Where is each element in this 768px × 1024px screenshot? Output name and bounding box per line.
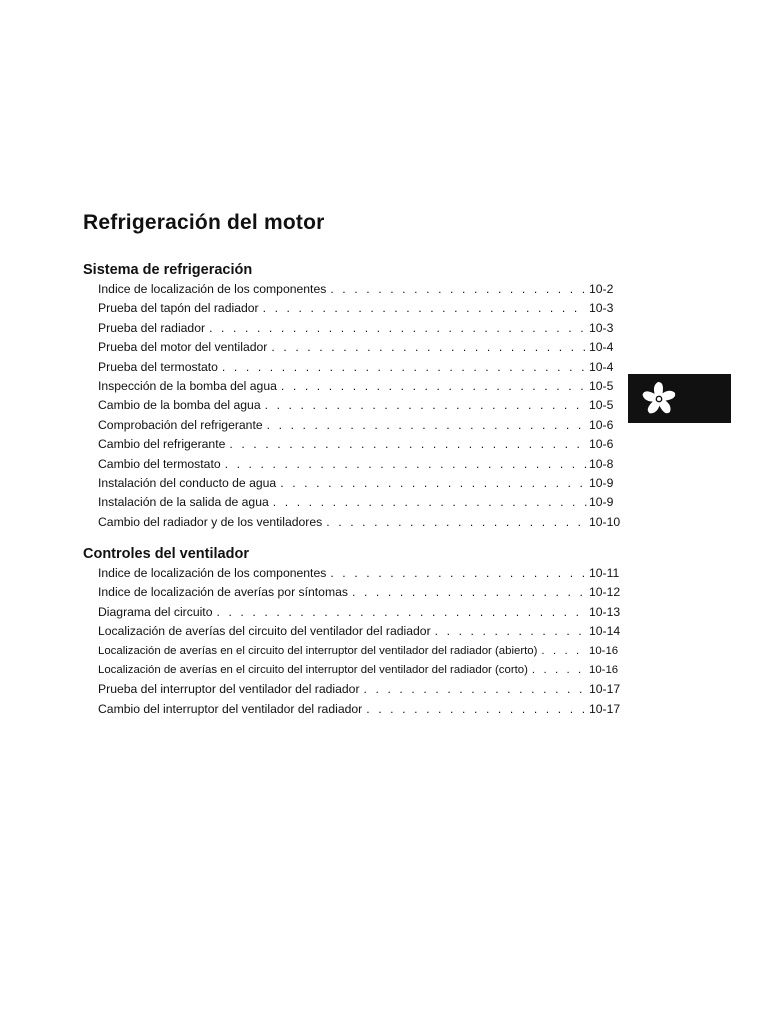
- toc-entry-label: Prueba del interruptor del ventilador del radiador: [98, 682, 360, 697]
- section-fan-controls: [83, 545, 623, 719]
- toc-entry-label: Prueba del termostato: [98, 359, 218, 374]
- dot-leader: [364, 680, 587, 699]
- toc-page-number: 10-6: [589, 417, 614, 432]
- toc-entry[interactable]: [98, 416, 623, 435]
- dot-leader: [330, 280, 587, 299]
- toc-entry[interactable]: [98, 583, 623, 602]
- toc-entry-label: Cambio del refrigerante: [98, 437, 226, 452]
- toc-page-number: 10-16: [589, 644, 619, 657]
- dot-leader: [267, 416, 587, 435]
- dot-leader: [209, 319, 587, 338]
- dot-leader: [541, 642, 587, 661]
- toc-page-number: 10-10: [589, 514, 621, 529]
- toc-entry-label: Comprobación del refrigerante: [98, 417, 263, 432]
- toc-page-number: 10-6: [589, 437, 614, 452]
- toc-entry[interactable]: [98, 564, 623, 583]
- toc-page-number: 10-17: [589, 701, 621, 716]
- dot-leader: [326, 513, 587, 532]
- toc-entry-label: Indice de localización de los componentes: [98, 282, 327, 296]
- toc-entry-label: Cambio del radiador y de los ventiladores: [98, 514, 323, 529]
- toc-entry-label: Indice de localización de averías por síntomas: [98, 585, 348, 600]
- toc-entry-label: Cambio del termostato: [98, 456, 221, 471]
- toc-page-number: 10-3: [589, 301, 614, 316]
- dot-leader: [366, 700, 587, 719]
- dot-leader: [216, 603, 587, 622]
- toc-entry[interactable]: [98, 299, 623, 318]
- toc-entry-label: Indice de localización de los componentes: [98, 566, 327, 580]
- toc-entry[interactable]: [98, 319, 623, 338]
- toc-list: [83, 280, 623, 532]
- dot-leader: [263, 299, 587, 318]
- toc-entry[interactable]: [98, 377, 623, 396]
- toc-entry[interactable]: [98, 338, 623, 357]
- toc-entry-label: Cambio de la bomba del agua: [98, 398, 261, 413]
- toc-entry-label: Prueba del motor del ventilador: [98, 340, 268, 355]
- toc-page-number: 10-2: [589, 282, 614, 296]
- toc-entry-label: Localización de averías del circuito del ventilador del radiador: [98, 624, 431, 639]
- dot-leader: [532, 661, 587, 680]
- toc-entry-label: Prueba del tapón del radiador: [98, 301, 259, 316]
- toc-list: [83, 564, 623, 719]
- toc-page-number: 10-14: [589, 624, 621, 639]
- dot-leader: [330, 564, 587, 583]
- toc-entry[interactable]: [98, 622, 623, 641]
- toc-entry[interactable]: [98, 396, 623, 415]
- toc-entry[interactable]: [98, 661, 623, 680]
- dot-leader: [280, 474, 587, 493]
- toc-page-number: 10-16: [589, 663, 619, 676]
- toc-entry[interactable]: [98, 700, 623, 719]
- dot-leader: [222, 358, 587, 377]
- chapter-title: Refrigeración del motor: [83, 211, 325, 234]
- toc-entry[interactable]: [98, 513, 623, 532]
- toc-page-number: 10-9: [589, 475, 614, 490]
- toc-page-number: 10-3: [589, 320, 614, 335]
- toc-entry-label: Cambio del interruptor del ventilador del radiador: [98, 701, 363, 716]
- toc-entry-label: Localización de averías en el circuito del interruptor del ventilador del radiador (abierto): [98, 644, 538, 657]
- dot-leader: [225, 455, 587, 474]
- toc-entry-label: Diagrama del circuito: [98, 604, 213, 619]
- toc-entry[interactable]: [98, 455, 623, 474]
- section-heading: Sistema de refrigeración: [83, 262, 253, 278]
- dot-leader: [271, 338, 587, 357]
- toc-entry-label: Inspección de la bomba del agua: [98, 378, 277, 393]
- dot-leader: [435, 622, 587, 641]
- toc-entry-label: Localización de averías en el circuito del interruptor del ventilador del radiador (corto): [98, 663, 528, 676]
- section-cooling-system: [83, 261, 623, 532]
- toc-entry-label: Instalación del conducto de agua: [98, 475, 277, 490]
- toc-entry[interactable]: [98, 680, 623, 699]
- toc-entry[interactable]: [98, 493, 623, 512]
- toc-entry[interactable]: [98, 280, 623, 299]
- toc-entry[interactable]: [98, 603, 623, 622]
- toc-entry-label: Instalación de la salida de agua: [98, 495, 269, 510]
- toc-page-number: 10-4: [589, 359, 614, 374]
- dot-leader: [281, 377, 587, 396]
- toc-page-number: 10-17: [589, 682, 621, 697]
- toc-page-number: 10-12: [589, 585, 621, 600]
- toc-page-number: 10-4: [589, 340, 614, 355]
- toc-entry-label: Prueba del radiador: [98, 320, 206, 335]
- fan-icon: [640, 380, 678, 418]
- dot-leader: [273, 493, 587, 512]
- toc-page-number: 10-13: [589, 604, 621, 619]
- chapter-tab: [628, 374, 731, 423]
- toc-page-number: 10-8: [589, 456, 614, 471]
- toc-page-number: 10-11: [589, 566, 620, 580]
- toc-entry[interactable]: [98, 435, 623, 454]
- dot-leader: [265, 396, 587, 415]
- toc-page-number: 10-9: [589, 495, 614, 510]
- dot-leader: [352, 583, 587, 602]
- toc-page-number: 10-5: [589, 398, 614, 413]
- dot-leader: [229, 435, 587, 454]
- toc-entry[interactable]: [98, 474, 623, 493]
- toc-entry[interactable]: [98, 642, 623, 661]
- section-heading: Controles del ventilador: [83, 546, 249, 562]
- toc-entry[interactable]: [98, 358, 623, 377]
- toc-page-number: 10-5: [589, 378, 614, 393]
